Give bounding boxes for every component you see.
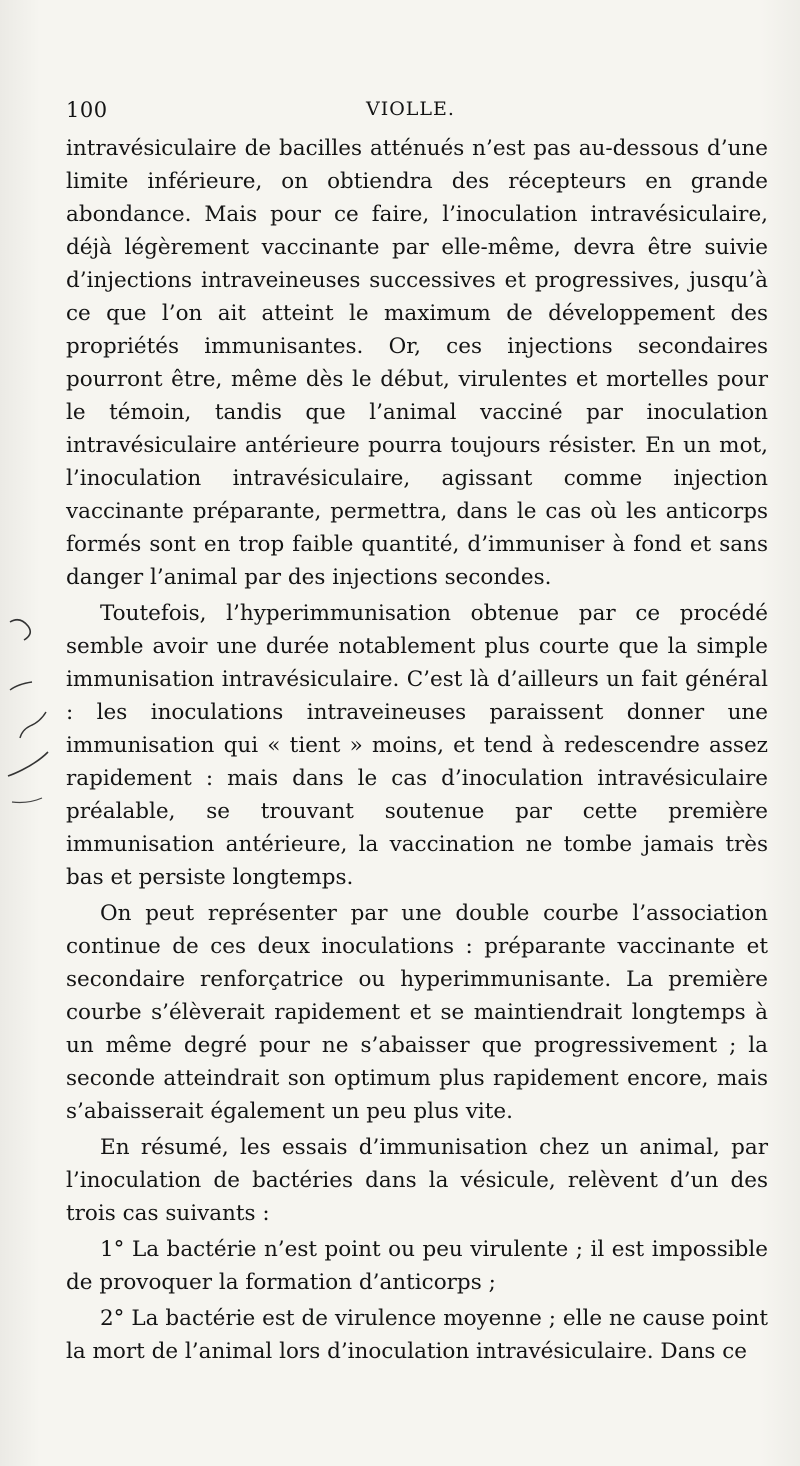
page-number: 100	[66, 98, 108, 122]
margin-scribble-mark	[2, 612, 58, 832]
body-text	[66, 132, 768, 1368]
paragraph-2: Toutefois, l’hyperimmunisation obtenue par ce procédé semble avoir une durée notablement plus courte que la simple immunisation intravésiculaire. C’est là d’ailleurs un fait général : les inoculations intraveineuses paraissent donner une immunisation qui « tient » moins, et tend à redescendre assez rapidement : mais dans le cas d’inoculation intravésiculaire préalable, se trouvant soutenue par cette première immunisation antérieure, la vaccination ne tombe jamais très bas et persiste longtemps.	[66, 601, 768, 890]
running-title: VIOLLE.	[366, 98, 455, 120]
list-item-2: 2° La bactérie est de virulence moyenne ; elle ne cause point la mort de l’animal lors d’inoculation intravésiculaire. Dans ce	[66, 1306, 768, 1364]
paragraph-4: En résumé, les essais d’immunisation chez un animal, par l’inoculation de bactéries dans la vésicule, relèvent d’un des trois cas suivants :	[66, 1135, 768, 1226]
running-head	[66, 92, 768, 132]
list-item-1: 1° La bactérie n’est point ou peu virulente ; il est impossible de provoquer la formation d’anticorps ;	[66, 1237, 768, 1295]
paragraph-1: intravésiculaire de bacilles atténués n’est pas au-dessous d’une limite inférieure, on obtiendra des récepteurs en grande abondance. Mais pour ce faire, l’inoculation intravésiculaire, déjà légèrement vaccinante par elle-même, devra être suivie d’injections intraveineuses successives et progressives, jusqu’à ce que l’on ait atteint le maximum de développement des propriétés immunisantes. Or, ces injections secondaires pourront être, même dès le début, virulentes et mortelles pour le témoin, tandis que l’animal vacciné par inoculation intravésiculaire antérieure pourra toujours résister. En un mot, l’inoculation intravésiculaire, agissant comme injection vaccinante préparante, permettra, dans le cas où les anticorps formés sont en trop faible quantité, d’immuniser à fond et sans danger l’animal par des injections secondes.	[66, 136, 768, 590]
paragraph-3: On peut représenter par une double courbe l’association continue de ces deux inoculations : préparante vaccinante et secondaire renforçatrice ou hyperimmunisante. La première courbe s’élèverait rapidement et se maintiendrait longtemps à un même degré pour ne s’abaisser que progressivement ; la seconde atteindrait son optimum plus rapidement encore, mais s’abaisserait également un peu plus vite.	[66, 901, 768, 1124]
